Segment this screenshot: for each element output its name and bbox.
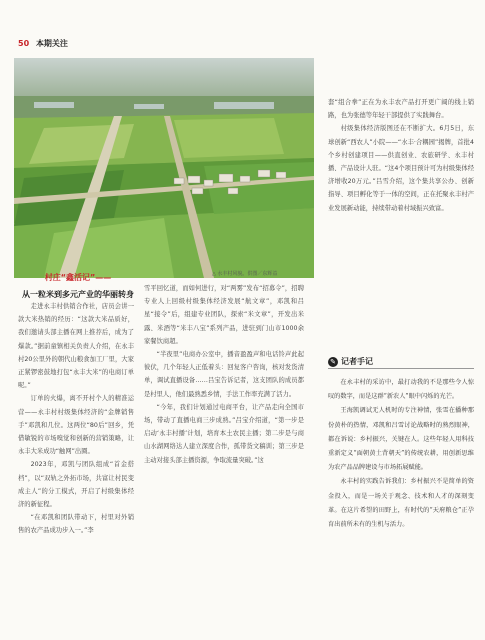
photo-caption: △ 水丰村风貌。供图／东辉益: [212, 271, 278, 277]
article-column-2: [144, 282, 304, 467]
title-red: 村庄“鑫活记”——: [44, 273, 112, 282]
note-paragraph: 王海凯调试无人机时的专注神情，张雪在播种那份黄朴的热情，邓凯和吕雪讨论战略时的熟烈眼神，都在诉说：乡村振兴，关键在人。这些年轻人用科技重新定义“面朝黄土背朝天”的传统农耕，用创新思维为农产品品牌建设与市场拓展赋能。: [328, 407, 474, 472]
aerial-photo: [14, 58, 314, 278]
title-black: 从一粒米到多元产业的华丽转身: [22, 290, 134, 299]
paragraph: 雪平回忆道，而如何进行，对“两雾”发布“招募令”，招聘专业人上回级村级集体经济发展“航文章”，邓凯和吕星“接令”后，组建专业团队，探索“米文章”，开发出米露、米酒等“米丰八宝”系列产品，进驻到门山市1000余家餐饮商超。: [144, 285, 304, 345]
paragraph: 村级集体经济版图还在不断扩大。6月5日，东球创新“西农人”小院——“水丰·合耦园”揭牌，首批4个乡村创建项目——供直创业、农旅研学、永丰村播、产品设计人驻。“这4个项目预计可为村级集体经济增收20万元。”吕雪介绍，这个集共享公办、创新指导、项目孵化等于一体的空间，正在托聚永丰村产业发展新动能，持续带动着村域振兴致富。: [328, 125, 474, 212]
pen-icon: ✎: [328, 357, 338, 367]
paragraph: 套“组合拳”正在为永丰农产品打开更广阔的线上销路，也为张德等年轻干部提供了实践舞台。: [328, 99, 474, 120]
paragraph: 走进永丰村供销合作社，店员会讲一款大米热销的经历：“这款大米品质好，我们邀请头部主播在网上推荐后，成为了爆款。”据前童镇相关负责人介绍，在永丰村20公里外的朝代山粮食加工厂里，大家正紧锣密鼓地打包“永丰大米”的电商订单呢。”: [18, 303, 134, 390]
paragraph: 订单的火爆，离不开村个人的精准运营——永丰村村级集体经济的“金牌销售手”邓凯和几位。这两位“80后”回乡，凭借敏锐的市场嗅觉和创新的营销策略，让永丰大米成功“触网”出圈。: [18, 395, 134, 456]
notes-body: [328, 376, 474, 532]
article-column-3: [328, 96, 474, 215]
page-header: [18, 38, 68, 49]
section-title: 本期关注: [35, 39, 68, 48]
page-number: 50: [18, 39, 30, 48]
note-paragraph: 永丰村的实践告诉我们：乡村振兴不是简单的资金投入，而是一场关于观念、技术和人才的深刻变革。在这片希望的田野上，有时代的“天府粮仓”正孕育出前所未有的生机与活力。: [328, 478, 474, 529]
notes-divider: [328, 368, 474, 369]
note-paragraph: 在永丰村的采访中，最打动我的不是那些令人惊叹的数字，而是这群“新农人”眼中闪烁的光芒。: [328, 379, 474, 401]
paragraph: “在邓凯和团队带动下，村里对外销售的农产品成功步入一。”李: [18, 514, 134, 535]
paragraph: “半夜里”电商办公室中，播音盈盈声和电话铃声此起彼伏，几个年轻人正低着头：回复客户咨询，核对发货清单，调试直播设备……吕宝告诉记者，这支团队的成员都是村里人，他们最熟悉乡情，手法工作率充满了活力。: [144, 351, 304, 398]
paragraph: 2023年，邓凯与团队组成“首金搭档”，以“双轨之外拓市场，共富让村民变成主人”的分工模式，开启了村级集体经济的新征程。: [18, 461, 134, 509]
notes-title: 记者手记: [341, 357, 373, 366]
paragraph: “今年，我们计划通过电商平台，让产品走向全国市场，带动了直播电商三步成熟。”吕宝介绍道，“第一步是启动‘永丰村播’计划，培育本土农民主播；第二步是与商山水湖网络达人建立深度合作，孤带货文稿训；第三步是主动对接头部主播资源，争取流量突破。”这: [144, 403, 304, 464]
notes-heading: [328, 356, 373, 367]
article-title: [18, 272, 138, 300]
article-column-1: [18, 300, 134, 538]
